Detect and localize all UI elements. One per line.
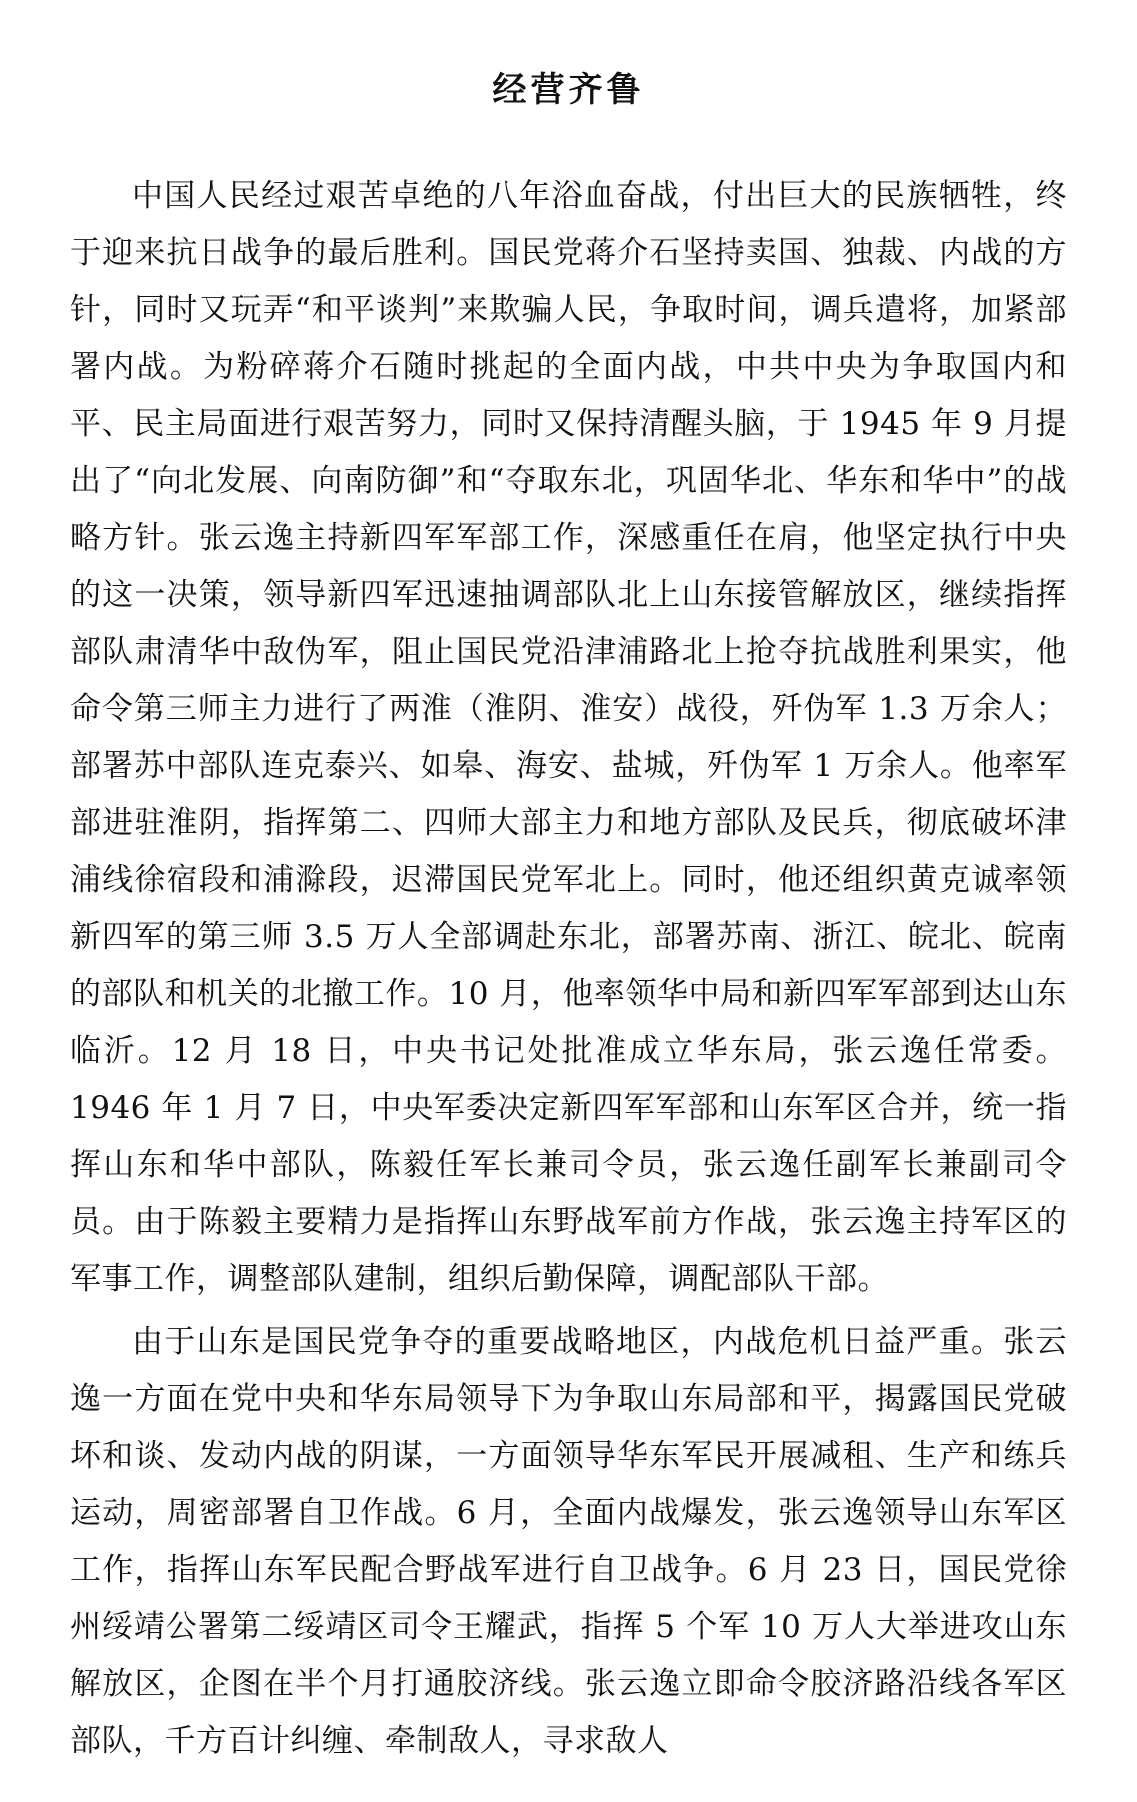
body-paragraph-1: 中国人民经过艰苦卓绝的八年浴血奋战，付出巨大的民族牺牲，终于迎来抗日战争的最后胜利。国民党蒋介石坚持卖国、独裁、内战的方针，同时又玩弄“和平谈判”来欺骗人民，争取时间，调兵遣将，加紧部署内战。为粉碎蒋介石随时挑起的全面内战，中共中央为争取国内和平、民主局面进行艰苦努力，同时又保持清醒头脑，于 1945 年 9 月提出了“向北发展、向南防御”和“夺取东北，巩固华北、华东和华中”的战略方针。张云逸主持新四军军部工作，深感重任在肩，他坚定执行中央的这一决策，领导新四军迅速抽调部队北上山东接管解放区，继续指挥部队肃清华中敌伪军，阻止国民党沿津浦路北上抢夺抗战胜利果实，他命令第三师主力进行了两淮（淮阴、淮安）战役，歼伪军 1.3 万余人；部署苏中部队连克泰兴、如皋、海安、盐城，歼伪军 1 万余人。他率军部进驻淮阴，指挥第二、四师大部主力和地方部队及民兵，彻底破坏津浦线徐宿段和浦滁段，迟滞国民党军北上。同时，他还组织黄克诚率领新四军的第三师 3.5 万人全部调赴东北，部署苏南、浙江、皖北、皖南的部队和机关的北撤工作。10 月，他率领华中局和新四军军部到达山东临沂。12 月 18 日，中央书记处批准成立华东局，张云逸任常委。1946 年 1 月 7 日，中央军委决定新四军军部和山东军区合并，统一指挥山东和华中部队，陈毅任军长兼司令员，张云逸任副军长兼副司令员。由于陈毅主要精力是指挥山东野战军前方作战，张云逸主持军区的军事工作，调整部队建制，组织后勤保障，调配部队干部。 xyxy=(70,178,1067,1297)
page-title: 经营齐鲁 xyxy=(492,70,645,110)
body-paragraph-2: 由于山东是国民党争夺的重要战略地区，内战危机日益严重。张云逸一方面在党中央和华东局领导下为争取山东局部和平，揭露国民党破坏和谈、发动内战的阴谋，一方面领导华东军民开展减租、生产和练兵运动，周密部署自卫作战。6 月，全面内战爆发，张云逸领导山东军区工作，指挥山东军民配合野战军进行自卫战争。6 月 23 日，国民党徐州绥靖公署第二绥靖区司令王耀武，指挥 5 个军 10 万人大举进攻山东解放区，企图在半个月打通胶济线。张云逸立即命令胶济路沿线各军区部队，千方百计纠缠、牵制敌人，寻求敌人 xyxy=(70,1324,1067,1759)
